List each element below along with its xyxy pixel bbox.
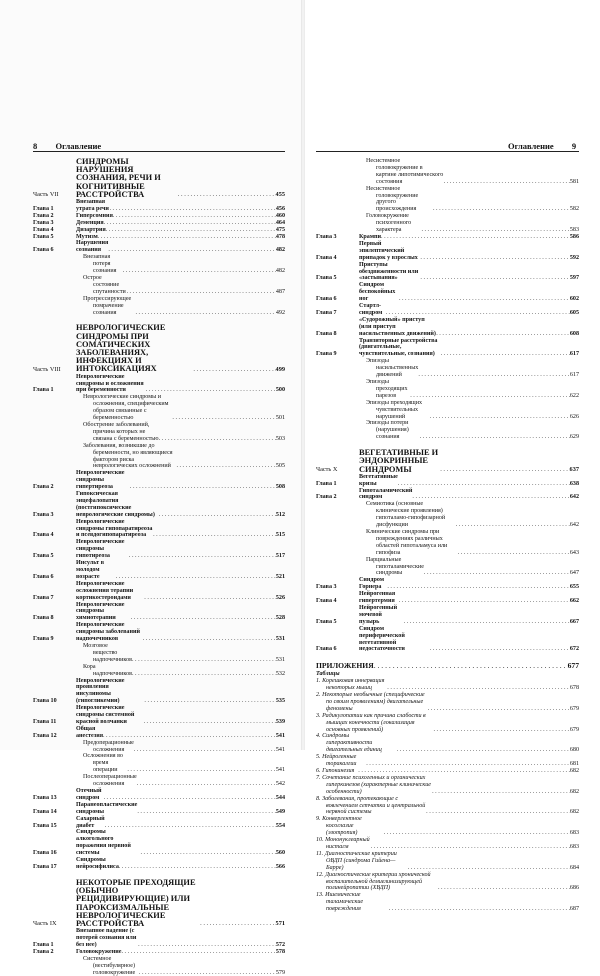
toc-chapter: Глава 6 Нарушения сознания . . . 482 [33,240,285,254]
toc-chapter: Глава 17 Синдромы нейросифилиса . . . 566 [33,857,285,871]
toc-subsection: Предоперационные осложнения . . . 541 [33,740,285,754]
toc-chapter: Глава 4 Нейрогенная гипертермия . . . 662 [316,591,579,605]
toc-part-ix: Часть IX НЕКОТОРЫЕ ПРЕХОДЯЩИЕ (ОБЫЧНО РЕЦИДИВИРУЮЩИЕ) ИЛИ ПАРОКСИЗМАЛЬНЫЕ НЕВРОЛОГИЧЕСКИЕ РАССТРОЙСТВА . . . 571 [33,879,285,928]
toc-table-entry: 12. Диагностические критерии хронической воспалительной демиелинизирующей полинейропатии (ХВДП) . . . 686 [316,872,579,893]
toc-subsection: Эпизоды потери (нарушения) сознания . . . 629 [316,420,579,441]
toc-part-x: Часть X ВЕГЕТАТИВНЫЕ И ЭНДОКРИННЫЕ СИНДРОМЫ . . . 637 [316,449,579,474]
toc-subsection: Прогрессирующее помрачение сознания . . . 492 [33,296,285,317]
toc-chapter: Глава 3 Гипоксическая энцефалопатия (постгипоксические неврологические синдромы) . . . 512 [33,491,285,519]
toc-chapter: Глава 14 Паранеопластические синдромы . . . 549 [33,802,285,816]
toc-subsection: Неврологические синдромы и осложнения, специфическим образом связанные с беременностью . . . 501 [33,394,285,422]
toc-chapter: Глава 7 Стартл-синдром . . . 605 [316,303,579,317]
toc-chapter: Глава 16 Синдромы алкогольного поражения нервной системы . . . 560 [33,829,285,857]
toc-chapter: Глава 6 Синдром периферической вегетативной недостаточности . . . 672 [316,626,579,654]
toc-chapter: Глава 9 Транзиторные расстройства (двигательные, чувствительные, сознания) . . . 617 [316,338,579,359]
toc-chapter: Глава 7 Неврологические осложнения терапии кортикостероидами . . . 526 [33,581,285,602]
left-header-rule [33,151,285,152]
toc-chapter: Глава 2 Головокружение . . . 578 [33,949,285,956]
tables-heading: Таблицы [316,671,340,678]
toc-subsection: Клинические синдромы при повреждениях различных областей гипоталамуса или гипофиза . . . 643 [316,529,579,557]
toc-chapter: Глава 4 Дизартрия . . . 475 [33,227,285,234]
toc-table-entry: 13. Ишемические таламические повреждения . . . 687 [316,892,579,913]
toc-chapter: Глава 11 Неврологические синдромы системной красной волчанки . . . 539 [33,705,285,726]
toc-subsection: Головокружение психогенного характера . . . 583 [316,213,579,234]
toc-chapter: Глава 13 Отечный синдром . . . 544 [33,788,285,802]
toc-chapter: Глава 2 Неврологические синдромы гипертиреоза . . . 508 [33,470,285,491]
toc-subsection: Послеоперационные осложнения . . . 542 [33,774,285,788]
toc-part-vii: Часть VII СИНДРОМЫ НАРУШЕНИЯ СОЗНАНИЯ, РЕЧИ И КОГНИТИВНЫЕ РАССТРОЙСТВА . . . 455 [33,158,285,199]
toc-subsection: Заболевания, возникшие до беременности, но являющиеся фактором риска неврологических осложнений . . . 505 [33,443,285,471]
toc-table-entry: 10. Мононуклеарный нистагм . . . 683 [316,837,579,851]
toc-chapter: Глава 5 Мутизм . . . 478 [33,234,285,241]
left-page-number: 8 [33,141,38,151]
toc-part-viii: Часть VIII НЕВРОЛОГИЧЕСКИЕ СИНДРОМЫ ПРИ СОМАТИЧЕСКИХ ЗАБОЛЕВАНИЯХ, ИНФЕКЦИЯХ И ИНТОКСИКАЦИЯХ . . . 499 [33,324,285,373]
toc-subsection: Несистемное головокружение в картине липотимического состояния . . . 581 [316,158,579,186]
toc-table-entry: 7. Сочетание психогенных и органических гиперкинезов (характерные клинические особенности) . . . 682 [316,775,579,796]
toc-chapter: Глава 3 Деменция . . . 464 [33,220,285,227]
right-page-number: 9 [571,141,577,151]
toc-chapter: Глава 5 Нейрогенный мочевой пузырь . . . 667 [316,605,579,626]
toc-table-entry: 8. Заболевания, протекающие с вовлечением сетчатки и центральной нервной системы . . . 682 [316,796,579,817]
toc-subsection: Обострение заболеваний, причина которых не связана с беременностью . . . 503 [33,422,285,443]
toc-table-entry: 6. Гипокинезия . . . 682 [316,768,579,775]
toc-chapter: Глава 6 Синдром беспокойных ног . . . 602 [316,282,579,303]
toc-chapter: Глава 2 Гипоталамический синдром . . . 642 [316,488,579,502]
book-spine-gutter [301,0,305,750]
toc-subsection: Кора надпочечников . . . 532 [33,664,285,678]
right-page-header [508,141,576,151]
toc-chapter: Глава 10 Неврологические проявления инсулиномы (гипогликемии) . . . 535 [33,678,285,706]
toc-chapter: Глава 5 Неврологические синдромы гипотиреоза . . . 517 [33,539,285,560]
left-page-header [33,141,101,151]
right-header-rule [316,151,579,152]
toc-subsection: Эпизоды преходящих парезов . . . 622 [316,379,579,400]
toc-table-entry: 5. Нейрогенные торакалгии . . . 681 [316,754,579,768]
toc-subsection: Несистемное головокружение другого происхождения . . . 582 [316,186,579,214]
toc-table-entry: 11. Диагностические критерии ОВДП (синдрома Гийена—Барре) . . . 684 [316,851,579,872]
toc-subsection: Эпизоды насильственных движений . . . 617 [316,358,579,379]
toc-chapter: Глава 12 Общая анестезия . . . 541 [33,726,285,740]
toc-chapter: Глава 1 Вегетативные кризы . . . 638 [316,474,579,488]
toc-chapter: Глава 4 Первый эпилептический припадок у взрослых . . . 592 [316,241,579,262]
toc-chapter: Глава 4 Неврологические синдромы гипопаратиреоза и псевдогипопаратиреоза . . . 515 [33,519,285,540]
toc-chapter: Глава 6 Инсульт в молодом возрасте . . . 521 [33,560,285,581]
toc-chapter: Глава 3 Крампи . . . 586 [316,234,579,241]
toc-table-entry: 2. Некоторые необычные (специфические по своим проявлениям) двигательные феномены . . . 679 [316,692,579,713]
toc-chapter: Глава 1 Внезапное падение (с потерей сознания или без нее) . . . 572 [33,928,285,949]
toc-table-entry: 9. Конвергентное косоглазие (эзотропия) . . . 683 [316,816,579,837]
toc-subsection: Семиотика (основные клинические проявления) гипоталамо-гипофизарной дисфункции . . . 642 [316,501,579,529]
toc-chapter: Глава 8 Неврологические синдромы химиотерапии . . . 528 [33,602,285,623]
toc-subsection: Системное (вестибулярное) головокружение . . . 579 [33,956,285,976]
toc-chapter: Глава 3 Синдром Горнера . . . 655 [316,577,579,591]
right-toc-column [316,158,579,913]
toc-table-entry: 1. Корешковая иннервация некоторых мышц . . . 678 [316,678,579,692]
toc-chapter: Глава 9 Неврологические синдромы заболеваний надпочечников . . . 531 [33,622,285,643]
left-running-title: Оглавление [55,141,102,151]
toc-subsection: Острое состояние спутанности . . . 487 [33,275,285,296]
toc-chapter: Глава 8 «Судорожный» приступ (или приступ насильственных движений) . . . 608 [316,317,579,338]
toc-chapter: Глава 1 Неврологические синдромы и осложнения при беременности . . . 500 [33,374,285,395]
left-toc-column [33,158,285,976]
toc-table-entry: 4. Синдромы гиперактивности двигательных единиц . . . 680 [316,733,579,754]
toc-subsection: Внезапная потеря сознания . . . 482 [33,254,285,275]
toc-subsection: Осложнения во время операции . . . 541 [33,753,285,774]
toc-appendix: ПРИЛОЖЕНИЯ . . . 677 [316,661,579,670]
toc-chapter: Глава 5 Приступы обездвиженности или «застывания» . . . 597 [316,262,579,283]
toc-table-entry: 3. Радикулопатии как причина слабости в мышцах конечности (локализация основных проявлений) . . . 679 [316,713,579,734]
toc-chapter: Глава 2 Гиперсомния . . . 460 [33,213,285,220]
right-running-title: Оглавление [508,141,554,151]
toc-subsection: Парциальные гипоталамические синдромы . . . 647 [316,557,579,578]
toc-chapter: Глава 15 Сахарный диабет . . . 554 [33,816,285,830]
toc-chapter: Глава 1 Внезапная утрата речи . . . 456 [33,199,285,213]
toc-subsection: Мозговое вещество надпочечников . . . 531 [33,643,285,664]
toc-subsection: Эпизоды преходящих чувствительных нарушений . . . 626 [316,400,579,421]
